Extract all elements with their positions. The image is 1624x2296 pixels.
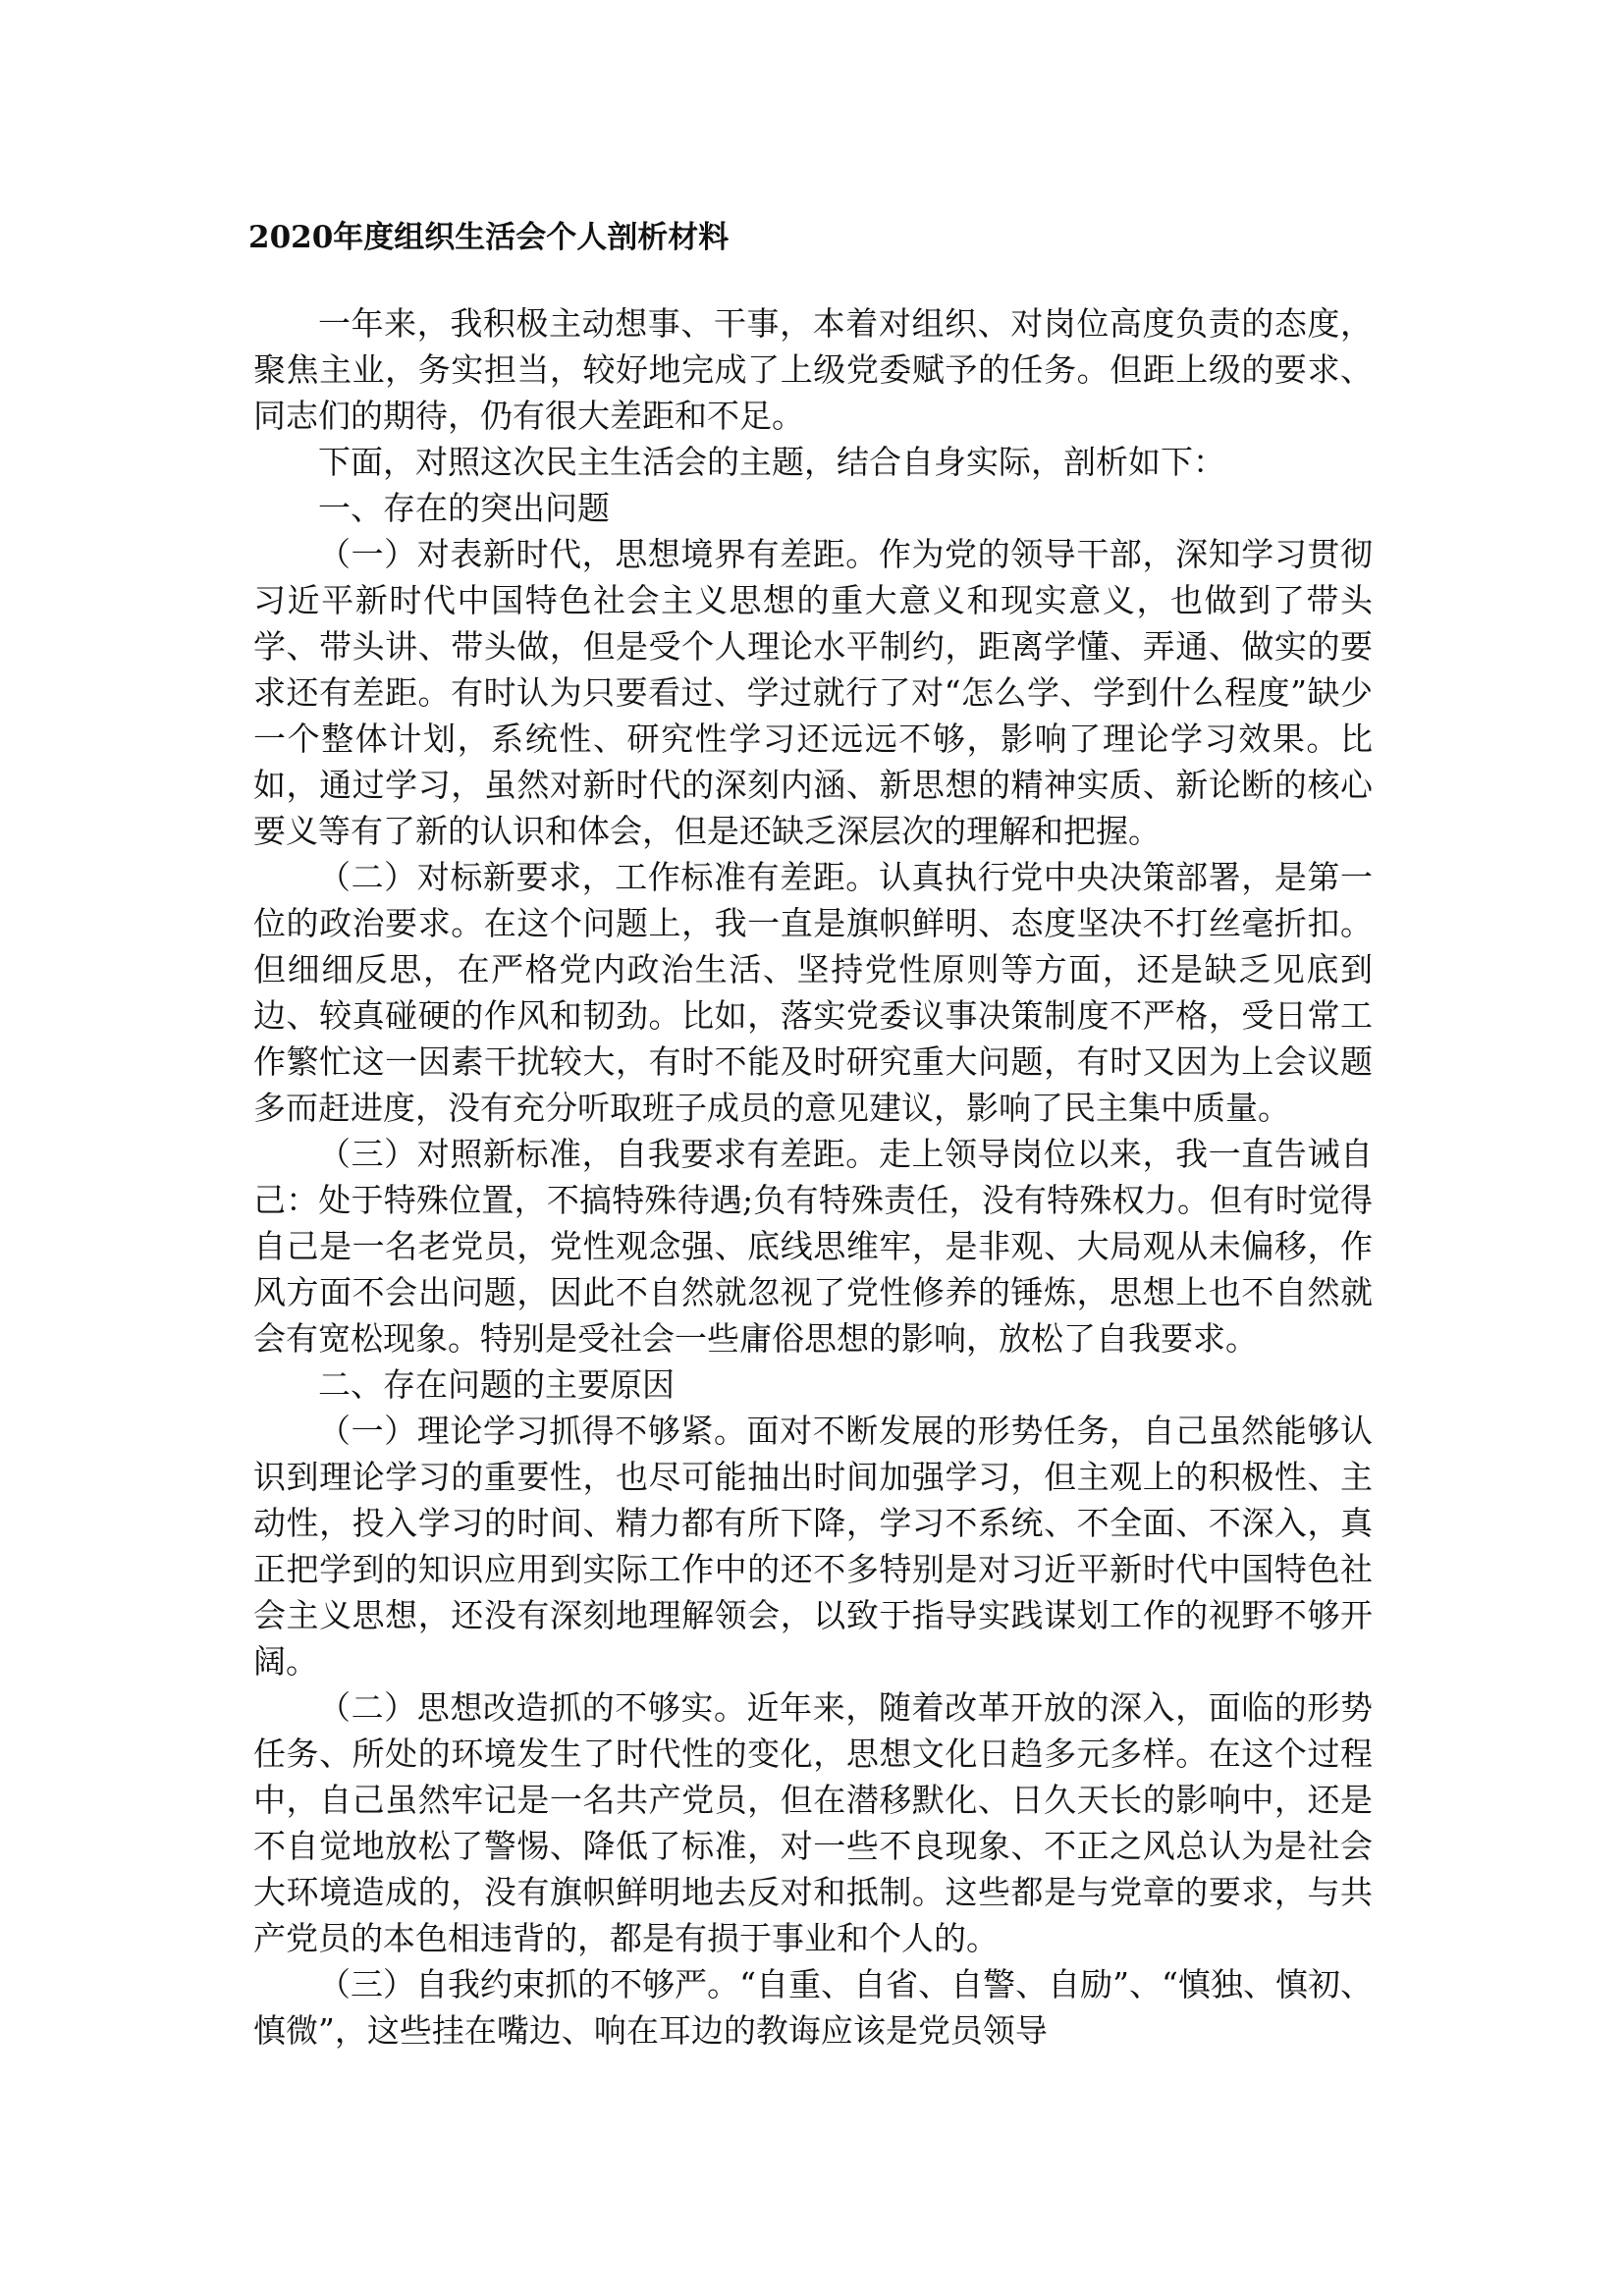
section-heading-problems: 一、存在的突出问题: [318, 489, 610, 527]
paragraph-transition: 下面，对照这次民主生活会的主题，结合自身实际，剖析如下：: [318, 443, 1225, 481]
paragraph-cause-1: （一）理论学习抓得不够紧。面对不断发展的形势任务，自己虽然能够认识到理论学习的重要性，也尽可能抽出时间加强学习，但主观上的积极性、主动性，投入学习的时间、精力都有所下降，学习不系统、不全面、不深入，真正把学到的知识应用到实际工作中的还不多特别是对习近平新时代中国特色社会主义思想，还没有深刻地理解领会，以致于指导实践谋划工作的视野不够开阔。: [253, 1412, 1373, 1681]
document-title: 2020年度组织生活会个人剖析材料: [248, 220, 730, 255]
paragraph-intro: 一年来，我积极主动想事、干事，本着对组织、对岗位高度负责的态度，聚焦主业，务实担当，较好地完成了上级党委赋予的任务。但距上级的要求、同志们的期待，仍有很大差距和不足。: [253, 304, 1373, 435]
paragraph-problem-1: （一）对表新时代，思想境界有差距。作为党的领导干部，深知学习贯彻习近平新时代中国特色社会主义思想的重大意义和现实意义，也做到了带头学、带头讲、带头做，但是受个人理论水平制约，距离学懂、弄通、做实的要求还有差距。有时认为只要看过、学过就行了对“怎么学、学到什么程度”缺少一个整体计划，系统性、研究性学习还远远不够，影响了理论学习效果。比如，通过学习，虽然对新时代的深刻内涵、新思想的精神实质、新论断的核心要义等有了新的认识和体会，但是还缺乏深层次的理解和把握。: [253, 535, 1373, 850]
section-heading-causes: 二、存在问题的主要原因: [318, 1365, 675, 1404]
paragraph-problem-2: （二）对标新要求，工作标准有差距。认真执行党中央决策部署，是第一位的政治要求。在这个问题上，我一直是旗帜鲜明、态度坚决不打丝毫折扣。但细细反思，在严格党内政治生活、坚持党性原则等方面，还是缺乏见底到边、较真碰硬的作风和韧劲。比如，落实党委议事决策制度不严格，受日常工作繁忙这一因素干扰较大，有时不能及时研究重大问题，有时又因为上会议题多而赶进度，没有充分听取班子成员的意见建议，影响了民主集中质量。: [253, 858, 1373, 1127]
document-body: [253, 300, 1373, 2054]
paragraph-problem-3: （三）对照新标准，自我要求有差距。走上领导岗位以来，我一直告诫自己：处于特殊位置，不搞特殊待遇;负有特殊责任，没有特殊权力。但有时觉得自己是一名老党员，党性观念强、底线思维牢，是非观、大局观从未偏移，作风方面不会出问题，因此不自然就忽视了党性修养的锤炼，思想上也不自然就会有宽松现象。特别是受社会一些庸俗思想的影响，放松了自我要求。: [253, 1135, 1373, 1358]
paragraph-cause-2: （二）思想改造抓的不够实。近年来，随着改革开放的深入，面临的形势任务、所处的环境发生了时代性的变化，思想文化日趋多元多样。在这个过程中，自己虽然牢记是一名共产党员，但在潜移默化、日久天长的影响中，还是不自觉地放松了警惕、降低了标准，对一些不良现象、不正之风总认为是社会大环境造成的，没有旗帜鲜明地去反对和抵制。这些都是与党章的要求，与共产党员的本色相违背的，都是有损于事业和个人的。: [253, 1688, 1373, 1957]
paragraph-cause-3: （三）自我约束抓的不够严。“自重、自省、自警、自励”、“慎独、慎初、慎微”，这些挂在嘴边、响在耳边的教诲应该是党员领导: [253, 1965, 1373, 2050]
